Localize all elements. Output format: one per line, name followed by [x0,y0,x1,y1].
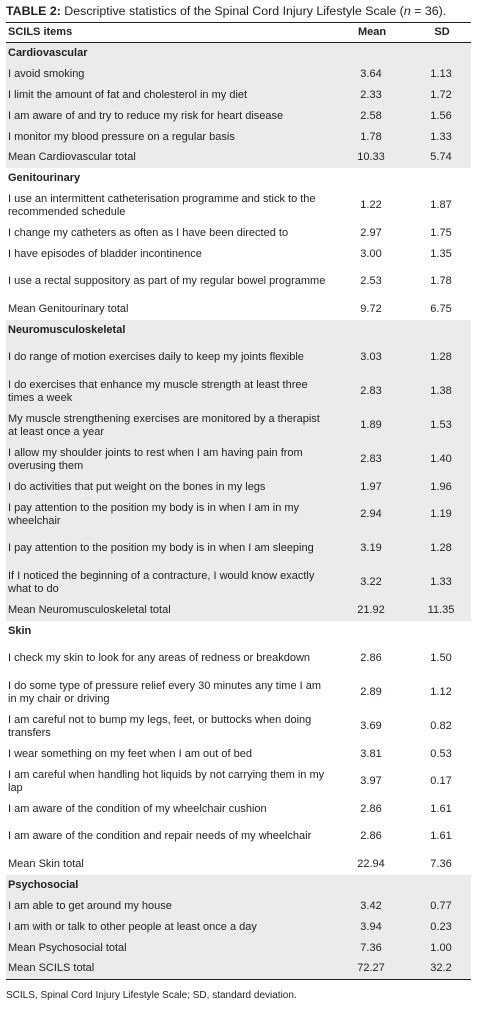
table-row [6,532,471,566]
sd-cell: 0.82 [430,720,452,732]
sd-cell: 0.77 [430,899,452,912]
item-label: Mean Neuromusculoskeletal total [8,603,171,616]
item-label: My muscle strengthening exercises are monitored by a therapist at least once a year [8,412,320,438]
mean-cell: 3.19 [360,542,382,554]
mean-cell [331,875,411,896]
table-row [6,896,471,917]
table-row [6,223,471,244]
section-label: Cardiovascular [8,46,88,59]
section-label: Genitourinary [8,171,81,184]
item-label: I avoid smoking [8,67,85,80]
mean-cell [331,43,411,64]
sd-cell [411,320,471,341]
mean-cell: 2.83 [360,453,382,465]
table-row [6,498,471,532]
item-label: Mean Skin total [8,857,84,870]
sd-cell: 0.53 [430,747,452,760]
table-row [6,642,471,676]
mean-cell: 2.89 [360,686,382,698]
section-label: Neuromusculoskeletal [8,323,126,336]
table-row [6,189,471,223]
mean-cell: 2.94 [360,508,382,520]
mean-cell: 2.86 [360,652,382,664]
item-label: I am careful when handling hot liquids by not carrying them in my lap [8,768,325,794]
mean-cell: 3.03 [360,351,382,363]
item-label: Mean SCILS total [8,962,95,975]
sd-cell: 1.28 [430,542,452,554]
caption-n-symbol: n [403,4,411,18]
sd-cell: 1.33 [430,130,452,143]
header-items: SCILS items [8,26,73,38]
table-footnote: SCILS, Spinal Cord Injury Lifestyle Scale; SD, standard deviation. [6,990,297,1001]
sd-cell: 1.00 [430,941,452,954]
table-body [6,43,471,980]
mean-cell: 2.53 [360,275,382,287]
mean-cell [331,621,411,642]
sd-cell: 1.13 [430,67,452,80]
mean-cell: 3.81 [360,747,382,760]
table-row [6,148,471,168]
table-row [6,299,471,320]
table-row [6,959,471,980]
item-label: I change my catheters as often as I have been directed to [8,226,289,239]
mean-cell: 3.00 [360,247,382,260]
sd-cell: 1.56 [430,109,452,122]
sd-cell: 1.40 [430,453,452,465]
sd-cell: 1.12 [430,686,452,698]
section-label: Skin [8,624,32,637]
table-row [6,676,471,710]
sd-cell: 32.2 [430,962,452,975]
table-row [6,106,471,127]
item-label: I do exercises that enhance my muscle strength at least three times a week [8,378,308,404]
mean-cell: 2.86 [360,802,382,815]
table-row [6,265,471,299]
mean-cell: 22.94 [357,857,385,870]
mean-cell: 2.33 [360,88,382,101]
mean-cell: 2.86 [360,830,382,842]
sd-cell [411,43,471,64]
table-row [6,820,471,854]
table-row [6,938,471,959]
item-label: I monitor my blood pressure on a regular basis [8,130,235,143]
table-row [6,854,471,875]
table-row [6,477,471,498]
table-caption [6,4,446,18]
item-label: Mean Genitourinary total [8,302,129,315]
item-label: I pay attention to the position my body is in when I am sleeping [8,542,314,554]
item-label: I am able to get around my house [8,899,172,912]
item-label: If I noticed the beginning of a contracture, I would know exactly what to do [8,569,315,595]
sd-cell: 5.74 [430,151,452,163]
sd-cell: 1.28 [430,351,452,363]
item-label: I use a rectal suppository as part of my regular bowel programme [8,275,326,287]
mean-cell: 2.83 [360,385,382,397]
table-row [6,244,471,265]
mean-cell: 3.97 [360,775,382,787]
item-label: I allow my shoulder joints to rest when I am having pain from overusing them [8,446,303,472]
item-label: I pay attention to the position my body is in when I am in my wheelchair [8,501,300,527]
section-header-row [6,43,471,64]
header-sd: SD [434,26,450,38]
sd-cell [411,875,471,896]
section-header-row [6,621,471,642]
section-header-row [6,168,471,189]
sd-cell: 1.19 [430,508,452,520]
sd-cell: 11.35 [427,603,455,616]
header-mean: Mean [357,26,387,38]
table-row [6,566,471,600]
section-header-row [6,320,471,341]
mean-cell: 7.36 [360,941,382,954]
item-label: I am with or talk to other people at least once a day [8,920,257,933]
item-label: Mean Psychosocial total [8,941,127,954]
table-row [6,341,471,375]
table-header-row [6,23,471,43]
sd-cell: 1.50 [430,652,452,664]
sd-cell: 6.75 [430,302,452,315]
mean-cell: 3.94 [360,920,382,933]
item-label: I wear something on my feet when I am out of bed [8,747,252,760]
sd-cell: 0.17 [430,775,452,787]
table-row [6,85,471,106]
section-label: Psychosocial [8,878,79,891]
mean-cell: 3.22 [360,576,382,588]
item-label: I am aware of the condition and repair needs of my wheelchair [8,830,312,842]
sd-cell [411,621,471,642]
sd-cell: 1.78 [430,275,452,287]
item-label: I do activities that put weight on the bones in my legs [8,480,266,493]
table-row [6,443,471,477]
item-label: I am aware of the condition of my wheelchair cushion [8,802,267,815]
sd-cell [411,168,471,189]
caption-text: Descriptive statistics of the Spinal Cord Injury Lifestyle Scale ( [64,4,404,18]
sd-cell: 1.53 [430,419,452,431]
table-row [6,710,471,744]
mean-cell [331,168,411,189]
sd-cell: 1.33 [430,576,452,588]
mean-cell: 1.89 [360,419,382,431]
mean-cell: 3.42 [360,899,382,912]
item-label: I check my skin to look for any areas of redness or breakdown [8,652,311,664]
sd-cell: 1.96 [430,480,452,493]
table-row [6,799,471,820]
table-row [6,64,471,85]
caption-n-value: = 36). [410,4,447,18]
mean-cell: 3.69 [360,720,382,732]
mean-cell: 2.58 [360,109,382,122]
mean-cell: 2.97 [360,226,382,239]
table-row [6,600,471,621]
mean-cell: 1.22 [360,199,382,211]
mean-cell: 72.27 [357,962,385,975]
sd-cell: 1.75 [430,226,452,239]
table-row [6,744,471,765]
mean-cell: 21.92 [357,603,385,616]
sd-cell: 1.38 [430,385,452,397]
table-row [6,917,471,938]
section-header-row [6,875,471,896]
item-label: I am careful not to bump my legs, feet, or buttocks when doing transfers [8,713,312,739]
sd-cell: 1.35 [430,247,452,260]
item-label: I have episodes of bladder incontinence [8,247,202,260]
table-row [6,127,471,148]
sd-cell: 1.87 [430,199,452,211]
mean-cell: 1.78 [360,130,382,143]
sd-cell: 1.61 [430,830,452,842]
mean-cell: 3.64 [360,67,382,80]
table-row [6,375,471,409]
mean-cell: 10.33 [357,151,385,163]
sd-cell: 1.72 [430,88,452,101]
table-row [6,409,471,443]
sd-cell: 7.36 [430,857,452,870]
sd-cell: 0.23 [430,920,452,933]
item-label: Mean Cardiovascular total [8,151,136,163]
scils-table [6,22,471,980]
sd-cell: 1.61 [430,802,452,815]
item-label: I use an intermittent catheterisation programme and stick to the recommended schedule [8,192,316,218]
mean-cell [331,320,411,341]
item-label: I am aware of and try to reduce my risk for heart disease [8,109,284,122]
mean-cell: 1.97 [360,480,382,493]
table-row [6,765,471,799]
item-label: I do range of motion exercises daily to keep my joints flexible [8,351,304,363]
table-label: TABLE 2: [6,4,61,18]
item-label: I limit the amount of fat and cholesterol in my diet [8,88,248,101]
item-label: I do some type of pressure relief every 30 minutes any time I am in my chair or driving [8,679,322,705]
mean-cell: 9.72 [360,302,382,315]
